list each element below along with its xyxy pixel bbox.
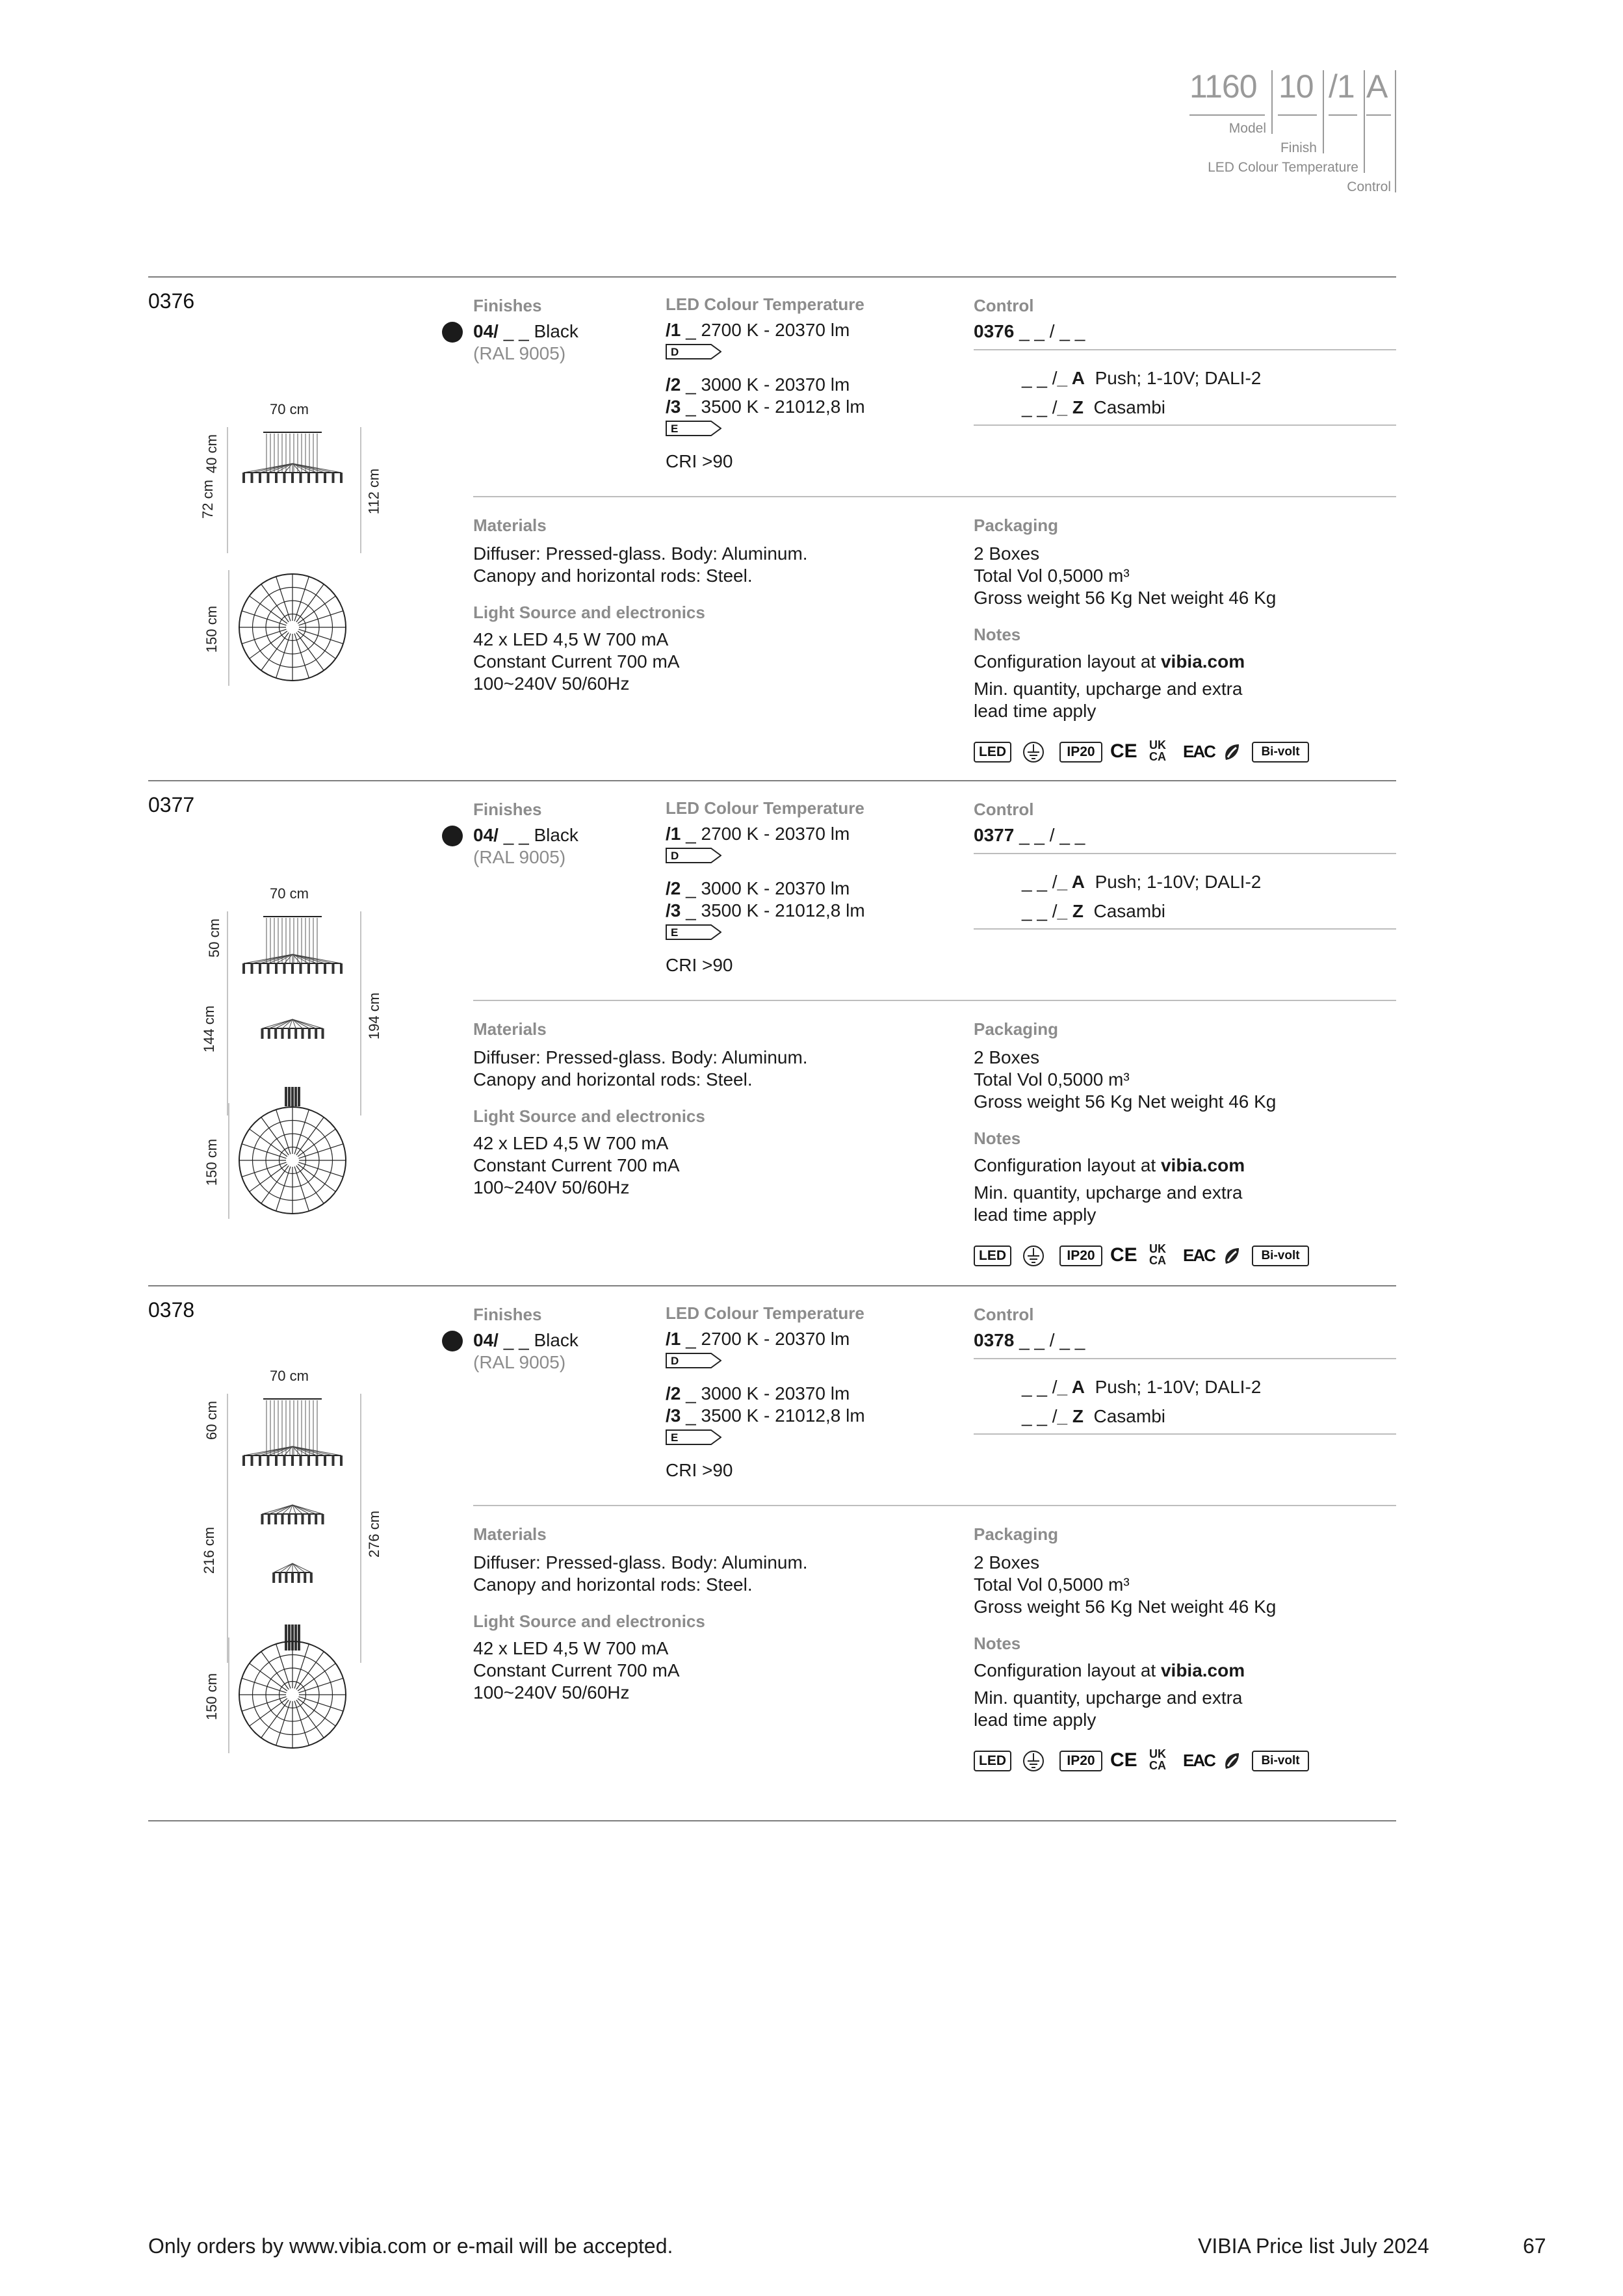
temp-option-1: /1 _ 2700 K - 20370 lm [666,320,850,340]
led-temp-heading: LED Colour Temperature [666,1303,864,1323]
eac-mark-icon: EAC [1183,1246,1215,1265]
energy-label-d [666,1353,721,1368]
materials-line-2: Canopy and horizontal rods: Steel. [473,1069,753,1089]
light-source-heading: Light Source and electronics [473,603,705,622]
ce-mark-icon: CE [1110,1244,1137,1266]
notes-line-2: Min. quantity, upcharge and extra [974,1182,1243,1203]
code-model: 1160 [1189,68,1257,105]
packaging-boxes: 2 Boxes [974,1047,1040,1067]
finish-code: 04/ [473,1330,499,1350]
finish-ral: (RAL 9005) [473,343,566,363]
bivolt-badge: Bi-volt [1252,1246,1309,1266]
packaging-heading: Packaging [974,1019,1059,1039]
finish-ral: (RAL 9005) [473,847,566,867]
svg-text:E: E [671,423,679,435]
light-source-line-3: 100~240V 50/60Hz [473,1177,630,1197]
vibia-link[interactable]: vibia.com [1160,651,1245,672]
packaging-volume: Total Vol 0,5000 m³ [974,566,1130,586]
footer-brand-line: VIBIA Price list July 2024 [1198,2234,1429,2258]
svg-text:E: E [671,926,679,939]
finish-option [473,320,578,343]
notes-heading: Notes [974,625,1021,644]
packaging-boxes: 2 Boxes [974,543,1040,564]
control-option-z: _ _ /_ Z Casambi [1022,901,1165,921]
code-finish: 10 [1279,68,1314,105]
recycling-leaf-icon [1222,1246,1241,1266]
notes-line-3: lead time apply [974,1710,1097,1730]
finishes-heading: Finishes [473,1305,542,1324]
finish-code: 04/ [473,321,499,341]
finish-swatch-black [442,322,463,343]
dimension-left-b: 216 cm [201,1526,218,1574]
bivolt-badge: Bi-volt [1252,1751,1309,1771]
finish-swatch-black [442,826,463,846]
notes-line-2: Min. quantity, upcharge and extra [974,1688,1243,1708]
led-temp-heading: LED Colour Temperature [666,798,864,818]
ukca-mark-icon: UK CA [1149,1747,1166,1772]
ip20-badge: IP20 [1059,1246,1102,1266]
notes-line-3: lead time apply [974,1205,1097,1225]
dimension-width: 70 cm [270,885,309,902]
cri-value: CRI >90 [666,955,733,975]
model-number: 0377 [148,793,195,816]
finish-swatch-black [442,1331,463,1351]
dimension-total-height: 112 cm [365,468,382,515]
dimension-left-b: 144 cm [201,1005,218,1053]
cri-value: CRI >90 [666,1460,733,1480]
materials-line-1: Diffuser: Pressed-glass. Body: Aluminum. [473,1552,808,1572]
earth-ground-icon [1022,1244,1045,1268]
light-source-line-2: Constant Current 700 mA [473,651,680,672]
dimension-left-b: 72 cm [199,480,216,519]
notes-config: Configuration layout at vibia.com [974,1155,1245,1175]
bivolt-badge: Bi-volt [1252,742,1309,763]
finishes-heading: Finishes [473,296,542,315]
ukca-mark-icon: UK CA [1149,738,1166,763]
eac-mark-icon: EAC [1183,742,1215,761]
light-source-line-2: Constant Current 700 mA [473,1660,680,1680]
finish-option [473,824,578,846]
temp-option-2: /2 _ 3000 K - 20370 lm [666,878,850,898]
dimension-left-a: 40 cm [203,434,220,473]
control-heading: Control [974,296,1034,315]
svg-text:E: E [671,1431,679,1444]
footer-order-notice: Only orders by www.vibia.com or e-mail will be accepted. [148,2234,673,2258]
ce-mark-icon: CE [1110,1749,1137,1771]
section-divider [148,276,1396,278]
materials-line-1: Diffuser: Pressed-glass. Body: Aluminum. [473,543,808,564]
plan-drawing [221,1630,364,1760]
materials-heading: Materials [473,515,547,535]
control-heading: Control [974,800,1034,819]
control-heading: Control [974,1305,1034,1324]
dimension-diameter: 150 cm [203,1673,220,1721]
dimension-diameter: 150 cm [203,605,220,653]
eac-mark-icon: EAC [1183,1751,1215,1770]
light-source-heading: Light Source and electronics [473,1611,705,1631]
ukca-mark-icon: UK CA [1149,1242,1166,1267]
section-divider [148,1820,1396,1821]
materials-heading: Materials [473,1019,547,1039]
dimension-left-a: 50 cm [205,919,222,958]
section-divider [148,1285,1396,1286]
notes-line-2: Min. quantity, upcharge and extra [974,679,1243,699]
led-badge: LED [974,742,1011,763]
dimension-width: 70 cm [270,401,309,417]
ce-mark-icon: CE [1110,740,1137,762]
certification-icons [974,1748,1312,1774]
dimension-total-height: 276 cm [366,1510,383,1558]
label-control: Control [1347,179,1391,194]
finish-name: Black [534,1330,578,1350]
temp-option-1: /1 _ 2700 K - 20370 lm [666,824,850,844]
light-source-line-3: 100~240V 50/60Hz [473,1682,630,1702]
label-led-temp: LED Colour Temperature [1208,160,1358,175]
temp-option-3: /3 _ 3500 K - 21012,8 lm [666,900,865,920]
finish-option [473,1329,578,1351]
control-option-a: _ _ /_ A Push; 1-10V; DALI-2 [1022,872,1262,892]
section-divider [148,780,1396,781]
packaging-volume: Total Vol 0,5000 m³ [974,1069,1130,1089]
materials-heading: Materials [473,1524,547,1544]
notes-config: Configuration layout at vibia.com [974,651,1245,672]
dimension-diameter: 150 cm [203,1138,220,1186]
code-temp: /1 [1329,68,1355,105]
finish-name: Black [534,321,578,341]
ip20-badge: IP20 [1059,1751,1102,1771]
packaging-heading: Packaging [974,515,1059,535]
temp-option-2: /2 _ 3000 K - 20370 lm [666,1383,850,1403]
notes-config: Configuration layout at vibia.com [974,1660,1245,1680]
plan-drawing [221,1095,364,1225]
earth-ground-icon [1022,740,1045,764]
temp-option-1: /1 _ 2700 K - 20370 lm [666,1329,850,1349]
certification-icons [974,1243,1312,1269]
packaging-boxes: 2 Boxes [974,1552,1040,1572]
packaging-weight: Gross weight 56 Kg Net weight 46 Kg [974,1597,1277,1617]
plan-drawing [221,562,364,692]
light-source-line-2: Constant Current 700 mA [473,1155,680,1175]
certification-icons [974,739,1312,765]
finish-ral: (RAL 9005) [473,1352,566,1372]
light-source-line-1: 42 x LED 4,5 W 700 mA [473,1638,669,1658]
materials-line-2: Canopy and horizontal rods: Steel. [473,566,753,586]
elevation-drawing [195,426,416,556]
notes-heading: Notes [974,1634,1021,1653]
finish-name: Black [534,825,578,845]
finish-blank: _ _ [503,321,529,341]
packaging-weight: Gross weight 56 Kg Net weight 46 Kg [974,588,1277,608]
light-source-line-1: 42 x LED 4,5 W 700 mA [473,629,669,649]
led-temp-heading: LED Colour Temperature [666,294,864,314]
temp-option-2: /2 _ 3000 K - 20370 lm [666,374,850,395]
model-number: 0378 [148,1298,195,1322]
dimension-total-height: 194 cm [366,992,383,1040]
temp-option-3: /3 _ 3500 K - 21012,8 lm [666,397,865,417]
dimension-left-a: 60 cm [203,1401,220,1440]
code-control: A [1366,68,1388,105]
packaging-volume: Total Vol 0,5000 m³ [974,1574,1130,1595]
ip20-badge: IP20 [1059,742,1102,763]
svg-text:D: D [671,850,679,862]
energy-label-e [666,924,721,940]
energy-label-e [666,1429,721,1445]
model-number: 0376 [148,289,195,313]
control-option-z: _ _ /_ Z Casambi [1022,397,1165,417]
vibia-link[interactable]: vibia.com [1160,1155,1245,1175]
light-source-heading: Light Source and electronics [473,1106,705,1126]
temp-option-3: /3 _ 3500 K - 21012,8 lm [666,1405,865,1426]
label-model: Model [1228,121,1266,136]
control-code: 0376 _ _ / _ _ [974,321,1085,341]
led-badge: LED [974,1751,1011,1771]
energy-label-d [666,344,721,359]
finishes-heading: Finishes [473,800,542,819]
finish-blank: _ _ [503,1330,529,1350]
control-code: 0378 _ _ / _ _ [974,1330,1085,1350]
page-number: 67 [1523,2234,1546,2258]
notes-line-3: lead time apply [974,701,1097,721]
vibia-link[interactable]: vibia.com [1160,1660,1245,1680]
control-option-a: _ _ /_ A Push; 1-10V; DALI-2 [1022,1377,1262,1397]
packaging-weight: Gross weight 56 Kg Net weight 46 Kg [974,1091,1277,1112]
earth-ground-icon [1022,1749,1045,1773]
finish-code: 04/ [473,825,499,845]
packaging-heading: Packaging [974,1524,1059,1544]
recycling-leaf-icon [1222,742,1241,763]
svg-text:D: D [671,346,679,358]
product-code-legend [1189,65,1397,195]
label-finish: Finish [1280,140,1317,155]
control-code: 0377 _ _ / _ _ [974,825,1085,845]
recycling-leaf-icon [1222,1751,1241,1771]
notes-heading: Notes [974,1128,1021,1148]
svg-text:D: D [671,1355,679,1367]
cri-value: CRI >90 [666,451,733,471]
materials-line-1: Diffuser: Pressed-glass. Body: Aluminum. [473,1047,808,1067]
light-source-line-1: 42 x LED 4,5 W 700 mA [473,1133,669,1153]
led-badge: LED [974,1246,1011,1266]
energy-label-e [666,421,721,436]
control-option-a: _ _ /_ A Push; 1-10V; DALI-2 [1022,368,1262,388]
finish-blank: _ _ [503,825,529,845]
materials-line-2: Canopy and horizontal rods: Steel. [473,1574,753,1595]
energy-label-d [666,848,721,863]
control-option-z: _ _ /_ Z Casambi [1022,1406,1165,1426]
dimension-width: 70 cm [270,1368,309,1384]
light-source-line-3: 100~240V 50/60Hz [473,673,630,694]
